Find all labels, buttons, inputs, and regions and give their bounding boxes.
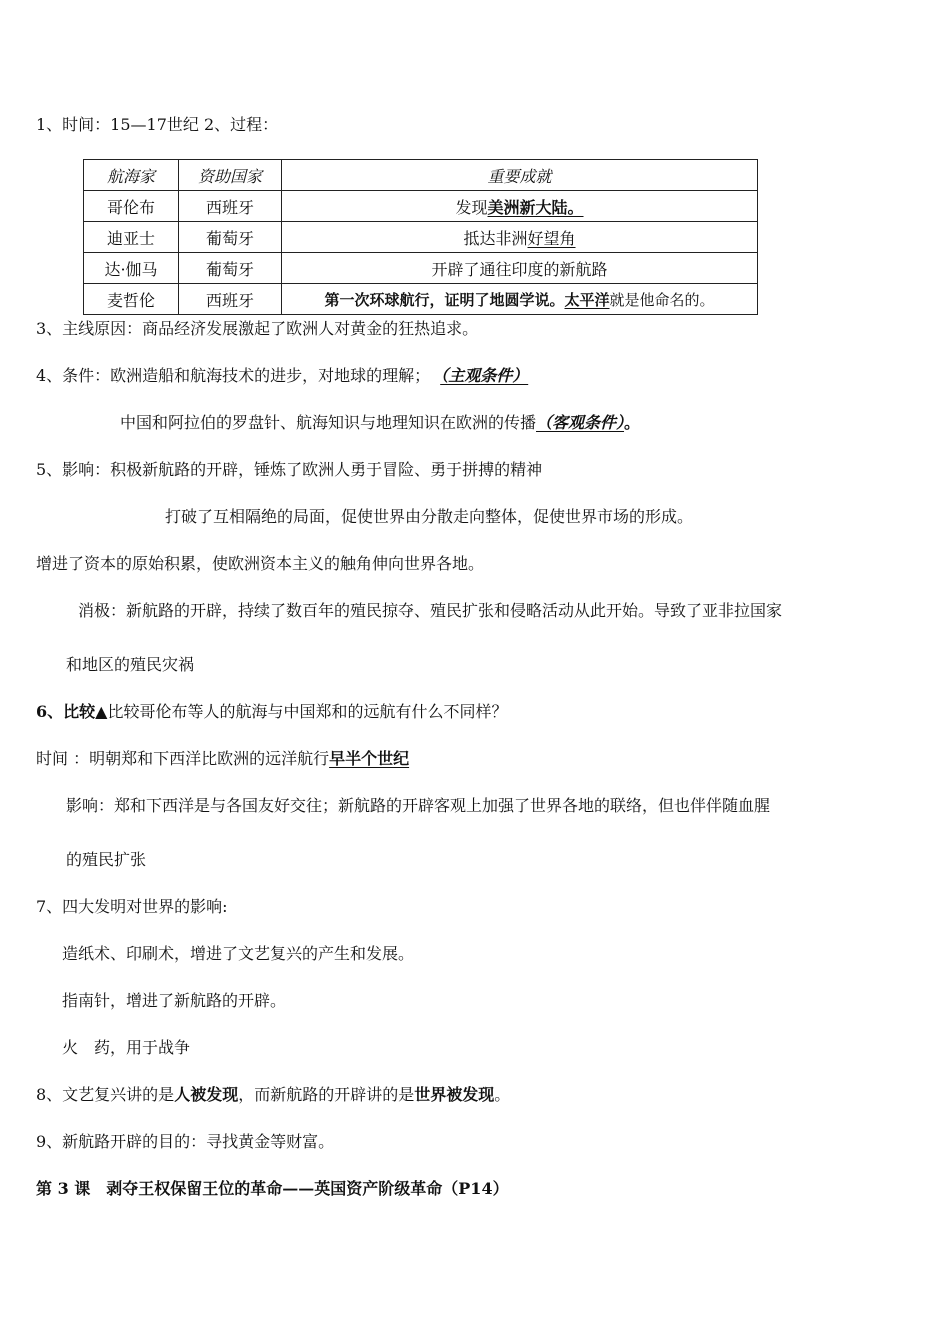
achievement-cell: 发现美洲新大陆。: [282, 191, 758, 222]
table-row: [84, 253, 758, 284]
table-row: [84, 191, 758, 222]
renaissance-line: 8、文艺复兴讲的是人被发现，而新航路的开辟讲的是世界被发现。: [36, 1085, 511, 1104]
country-cell: 西班牙: [179, 284, 282, 315]
negative-impact-line-2: 和地区的殖民灾祸: [66, 655, 195, 674]
comparison-line: 6、比较▲比较哥伦布等人的航海与中国郑和的远航有什么不同样？: [36, 702, 508, 721]
navigator-cell: 麦哲伦: [84, 284, 179, 315]
country-cell: 葡萄牙: [179, 253, 282, 284]
comparison-impact-line: 影响：郑和下西洋是与各国友好交往；新航路的开辟客观上加强了世界各地的联络，但也伴伴随血腥: [66, 796, 771, 815]
lesson-title: 第 3 课 剥夺王权保留王位的革命——英国资产阶级革命（P14）: [36, 1179, 509, 1198]
header-country: 资助国家: [179, 160, 282, 191]
conditions-line-2: 中国和阿拉伯的罗盘针、航海知识与地理知识在欧洲的传播（客观条件）。: [120, 413, 641, 432]
impact-line-2: 打破了互相隔绝的局面，促使世界由分散走向整体，促使世界市场的形成。: [165, 507, 694, 526]
purpose-line: 9、新航路开辟的目的：寻找黄金等财富。: [36, 1132, 335, 1151]
achievement-cell: 第一次环球航行，证明了地圆学说。太平洋就是他命名的。: [282, 284, 758, 315]
invention-paper-printing: 造纸术、印刷术，增进了文艺复兴的产生和发展。: [62, 944, 415, 963]
header-navigator: 航海家: [84, 160, 179, 191]
table-row: [84, 222, 758, 253]
comparison-time-line: 时间 ：明朝郑和下西洋比欧洲的远洋航行早半个世纪: [36, 749, 410, 768]
invention-compass: 指南针，增进了新航路的开辟。: [62, 991, 287, 1010]
time-process-line: 1、时间：15—17世纪 2、过程：: [36, 115, 279, 134]
achievement-cell: 开辟了通往印度的新航路: [282, 253, 758, 284]
four-inventions-line: 7、四大发明对世界的影响:: [36, 897, 228, 916]
invention-gunpowder: 火 药，用于战争: [62, 1038, 191, 1057]
negative-impact-line: 消极：新航路的开辟，持续了数百年的殖民掠夺、殖民扩张和侵略活动从此开始。导致了亚非拉国家: [78, 601, 783, 620]
main-cause-line: 3、主线原因：商品经济发展激起了欧洲人对黄金的狂热追求。: [36, 319, 479, 338]
navigator-cell: 迪亚士: [84, 222, 179, 253]
impact-line-3: 增进了资本的原始积累，使欧洲资本主义的触角伸向世界各地。: [36, 554, 485, 573]
navigator-cell: 达·伽马: [84, 253, 179, 284]
table-header-row: [84, 160, 758, 191]
achievement-cell: 抵达非洲好望角: [282, 222, 758, 253]
navigators-table: [83, 159, 758, 315]
header-achievement: 重要成就: [282, 160, 758, 191]
country-cell: 葡萄牙: [179, 222, 282, 253]
table-row: [84, 284, 758, 315]
navigator-cell: 哥伦布: [84, 191, 179, 222]
country-cell: 西班牙: [179, 191, 282, 222]
impact-line: 5、影响：积极新航路的开辟，锤炼了欧洲人勇于冒险、勇于拼搏的精神: [36, 460, 543, 479]
comparison-impact-line-2: 的殖民扩张: [66, 850, 147, 869]
conditions-line: 4、条件：欧洲造船和航海技术的进步，对地球的理解； （主观条件）: [36, 366, 529, 385]
